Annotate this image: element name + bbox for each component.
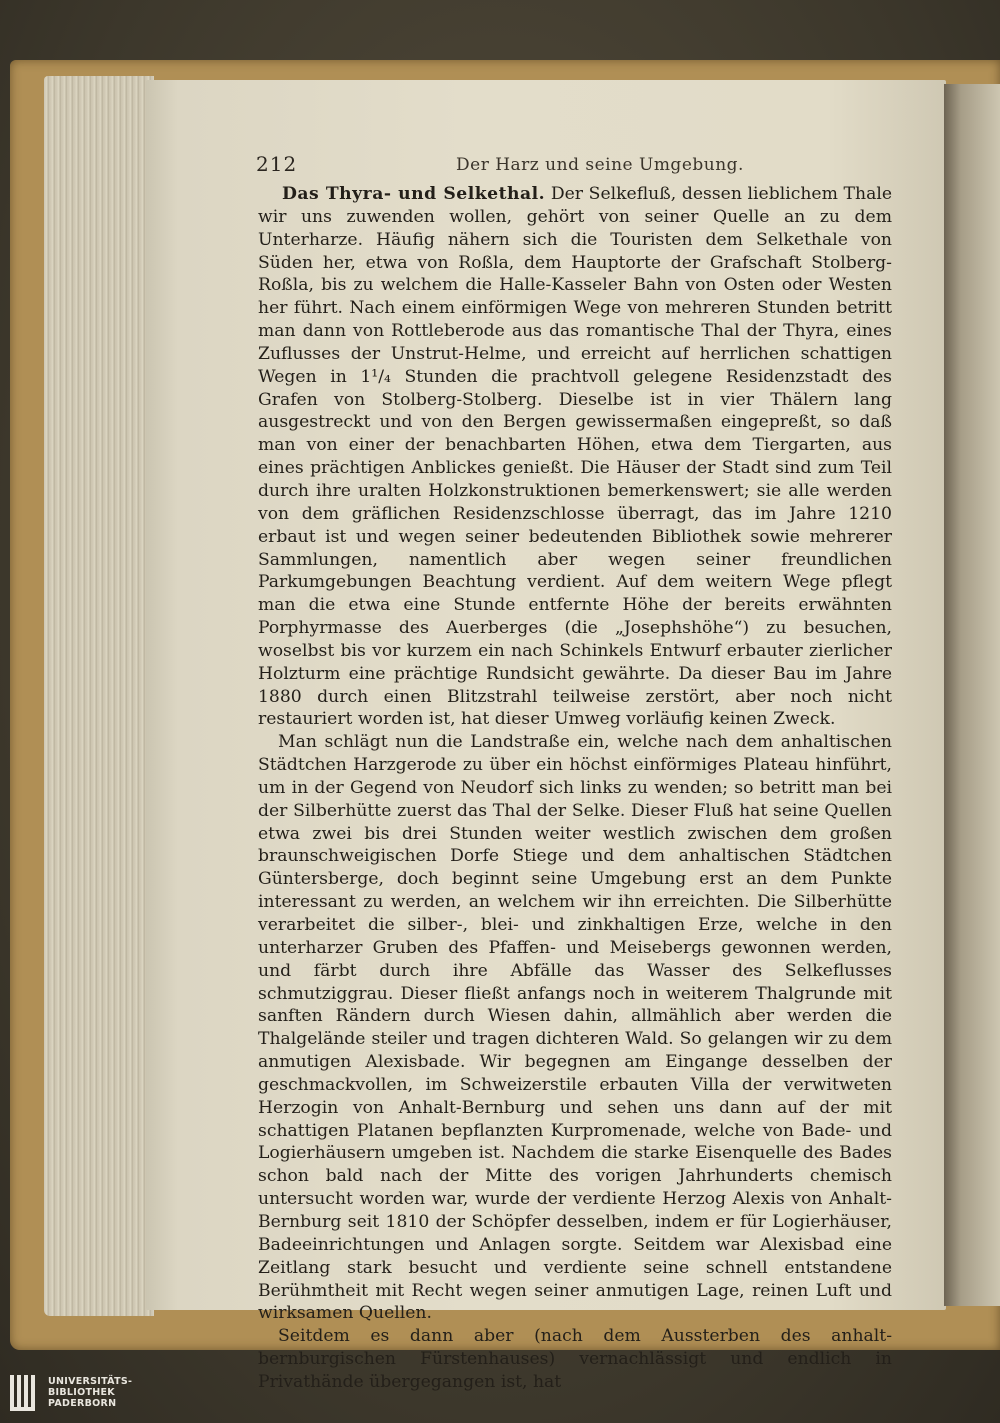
paragraph-text: Der Selkefluß, dessen lieblichem Thale wir uns zuwenden wollen, gehört von seiner Quelle an zu dem Unterharze. Häufig nähern sich die Touristen dem Selkethale von Süden her, etwa von Roßla, dem Hauptorte der Grafschaft Stolberg-Roßla, bis zu welchem die Halle-Kasseler Bahn von Osten oder Westen her führt. Nach einem einförmigen Wege von mehreren Stunden betritt man dann von Rottleberode aus das romantische Thal der Thyra, eines Zuflusses der Unstrut-Helme, und erreicht auf herrlichen schattigen Wegen in 1¹/₄ Stunden die prachtvoll gelegene Residenzstadt des Grafen von Stolberg-Stolberg. Dieselbe ist in vier Thälern lang ausgestreckt und von den Bergen gewissermaßen eingepreßt, so daß man von einer der benachbarten Höhen, etwa dem Tiergarten, aus eines prächtigen Anblickes genießt. Die Häuser der Stadt sind zum Teil durch ihre uralten Holzkonstruktionen bemerkenswert; sie alle werden von dem gräflichen Residenzschlosse überragt, das im Jahre 1210 erbaut ist und wegen seiner bedeutenden Bibliothek sowie mehrerer Sammlungen, namentlich aber wegen seiner freundlichen Parkumgebungen Beachtung verdient. Auf dem weitern Wege pflegt man die etwa eine Stunde entfernte Höhe der bereits erwähnten Porphyrmasse des Auerberges (die „Josephshöhe“) zu besuchen, woselbst bis vor kurzem ein nach Schinkels Entwurf erbauter zierlicher Holzturm eine prächtige Rundsicht gewährte. Da dieser Bau im Jahre 1880 durch einen Blitzstrahl teilweise zerstört, aber noch nicht restauriert worden ist, hat dieser Umweg vorläufig keinen Zweck.: [258, 184, 892, 730]
library-name-line: BIBLIOTHEK: [48, 1387, 115, 1398]
paragraph: Seitdem es dann aber (nach dem Aussterben des anhalt-bernburgischen Fürstenhauses) vernachlässigt und endlich in Privathände übergegangen ist, hat: [258, 1326, 892, 1392]
body-text: [258, 183, 892, 1394]
library-watermark: [10, 1370, 170, 1415]
facing-page-edge: [944, 84, 1000, 1306]
paragraph: Man schlägt nun die Landstraße ein, welche nach dem anhaltischen Städtchen Harzgerode zu über ein höchst einförmiges Plateau hinführt, um in der Gegend von Neudorf sich links zu wenden; so betritt man bei der Silberhütte zuerst das Thal der Selke. Dieser Fluß hat seine Quellen etwa zwei bis drei Stunden weiter westlich zwischen dem großen braunschweigischen Dorfe Stiege und dem anhaltischen Städtchen Güntersberge, doch beginnt seine Umgebung erst an dem Punkte interessant zu werden, an welchem wir ihn erreichten. Die Silberhütte verarbeitet die silber-, blei- und zinkhaltigen Erze, welche in den unterharzer Gruben des Pfaffen- und Meisebergs gewonnen werden, und färbt durch ihre Abfälle das Wasser des Selkeflusses schmutziggrau. Dieser fließt anfangs noch in weiterem Thalgrunde mit sanften Rändern durch Wiesen dahin, allmählich aber werden die Thalgelände steiler und tragen dichteren Wald. So gelangen wir zu dem anmutigen Alexisbade. Wir begegnen am Eingange desselben der geschmackvollen, im Schweizerstile erbauten Villa der verwitweten Herzogin von Anhalt-Bernburg und sehen uns dann auf der mit schattigen Platanen bepflanzten Kurpromenade, welche von Bade- und Logierhäusern umgeben ist. Nachdem die starke Eisenquelle des Bades schon bald nach der Mitte des vorigen Jahrhunderts chemisch untersucht worden war, wurde der verdiente Herzog Alexis von Anhalt-Bernburg seit 1810 der Schöpfer desselben, indem er für Logierhäuser, Badeeinrichtungen und Anlagen sorgte. Seitdem war Alexisbad eine Zeitlang stark besucht und verdiente seine schnell entstandene Berühmtheit mit Recht wegen seiner anmutigen Lage, reinen Luft und wirksamen Quellen.: [258, 732, 892, 1324]
section-subheading: Das Thyra- und Selkethal.: [282, 184, 546, 204]
page-header: [256, 152, 896, 182]
library-logo-icon: [10, 1373, 40, 1413]
page-number: 212: [256, 152, 298, 176]
library-name-line: UNIVERSITÄTS-: [48, 1376, 133, 1387]
paragraph: [258, 183, 892, 731]
running-title: Der Harz und seine Umgebung.: [456, 155, 744, 175]
library-name: [48, 1376, 132, 1409]
library-name-line: PADERBORN: [48, 1398, 117, 1409]
page-edges: [44, 76, 154, 1316]
